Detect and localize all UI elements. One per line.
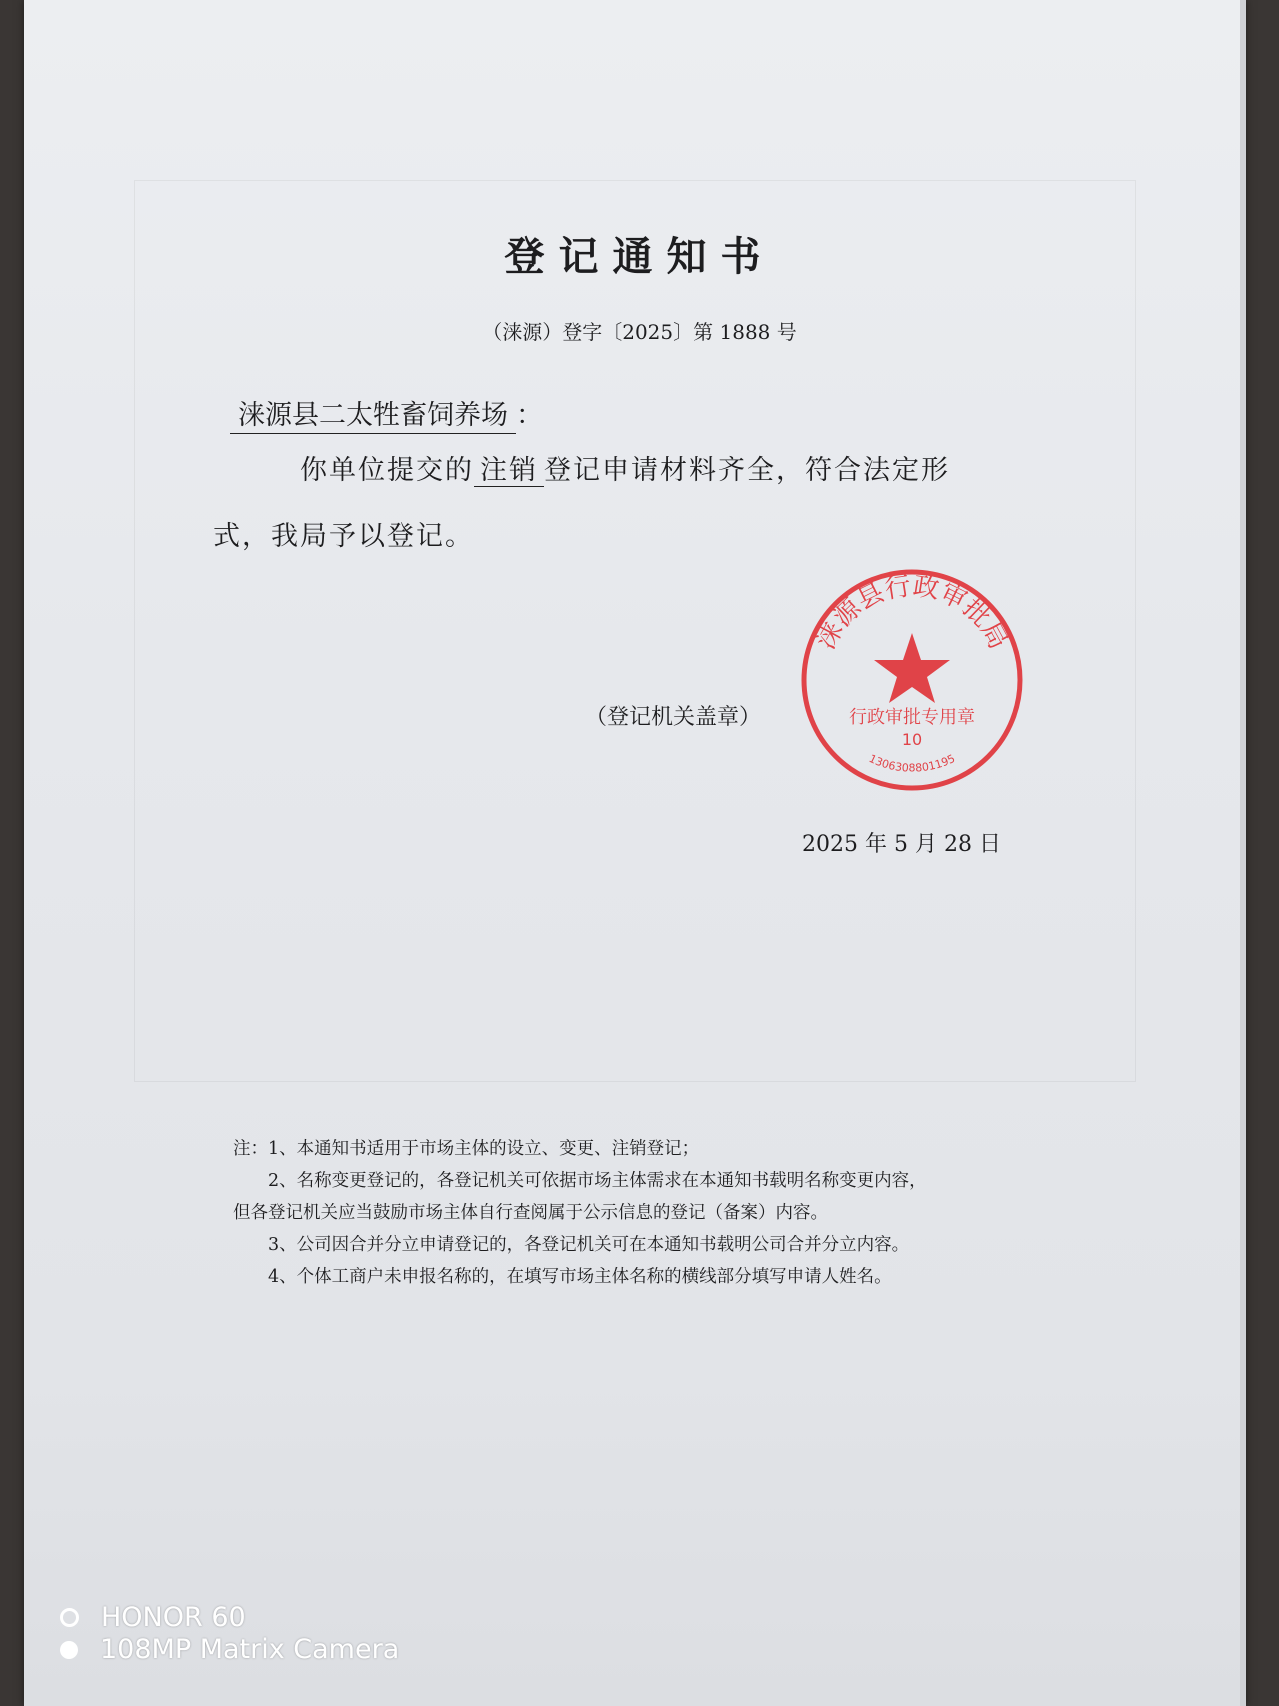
note-line: 4、个体工商户未申报名称的，在填写市场主体名称的横线部分填写申请人姓名。 bbox=[233, 1267, 892, 1287]
dot-icon bbox=[60, 1641, 78, 1659]
issue-date: 2025 年 5 月 28 日 bbox=[802, 832, 1001, 857]
camera-model: HONOR 60 bbox=[101, 1602, 246, 1633]
seal-ring-text: 涞源县行政审批局 bbox=[810, 571, 1014, 655]
official-seal bbox=[797, 565, 1027, 795]
camera-model-watermark bbox=[60, 1602, 246, 1633]
body-prefix: 你单位提交的 bbox=[300, 455, 474, 486]
seal-note: （登记机关盖章） bbox=[585, 705, 762, 730]
registration-type: 注销 bbox=[474, 455, 544, 487]
camera-spec: 108MP Matrix Camera bbox=[100, 1634, 400, 1665]
seal-inner-text: 行政审批专用章 bbox=[849, 707, 975, 728]
document-title: 登记通知书 bbox=[504, 234, 775, 280]
note-line: 注：1、本通知书适用于市场主体的设立、变更、注销登记； bbox=[233, 1139, 700, 1159]
addressee-name: 涞源县二太牲畜饲养场 bbox=[230, 400, 516, 434]
note-line: 但各登记机关应当鼓励市场主体自行查阅属于公示信息的登记（备案）内容。 bbox=[233, 1203, 828, 1223]
note-line: 3、公司因合并分立申请登记的，各登记机关可在本通知书载明公司合并分立内容。 bbox=[233, 1235, 910, 1255]
camera-spec-watermark bbox=[60, 1634, 399, 1665]
addressee-colon: ： bbox=[516, 400, 543, 431]
body-line-2: 式，我局予以登记。 bbox=[213, 521, 474, 552]
seal-code: 1306308801195 bbox=[866, 751, 958, 775]
star-icon bbox=[874, 633, 950, 703]
body-line-1 bbox=[300, 448, 950, 487]
body-suffix: 登记申请材料齐全，符合法定形 bbox=[544, 455, 950, 486]
addressee bbox=[230, 393, 543, 432]
seal-number: 10 bbox=[901, 730, 923, 749]
note-line: 2、名称变更登记的，各登记机关可依据市场主体需求在本通知书载明名称变更内容， bbox=[233, 1171, 927, 1191]
notes bbox=[233, 1133, 927, 1293]
ring-icon bbox=[60, 1608, 79, 1627]
document-number: （涞源）登字〔2025〕第 1888 号 bbox=[482, 320, 797, 344]
